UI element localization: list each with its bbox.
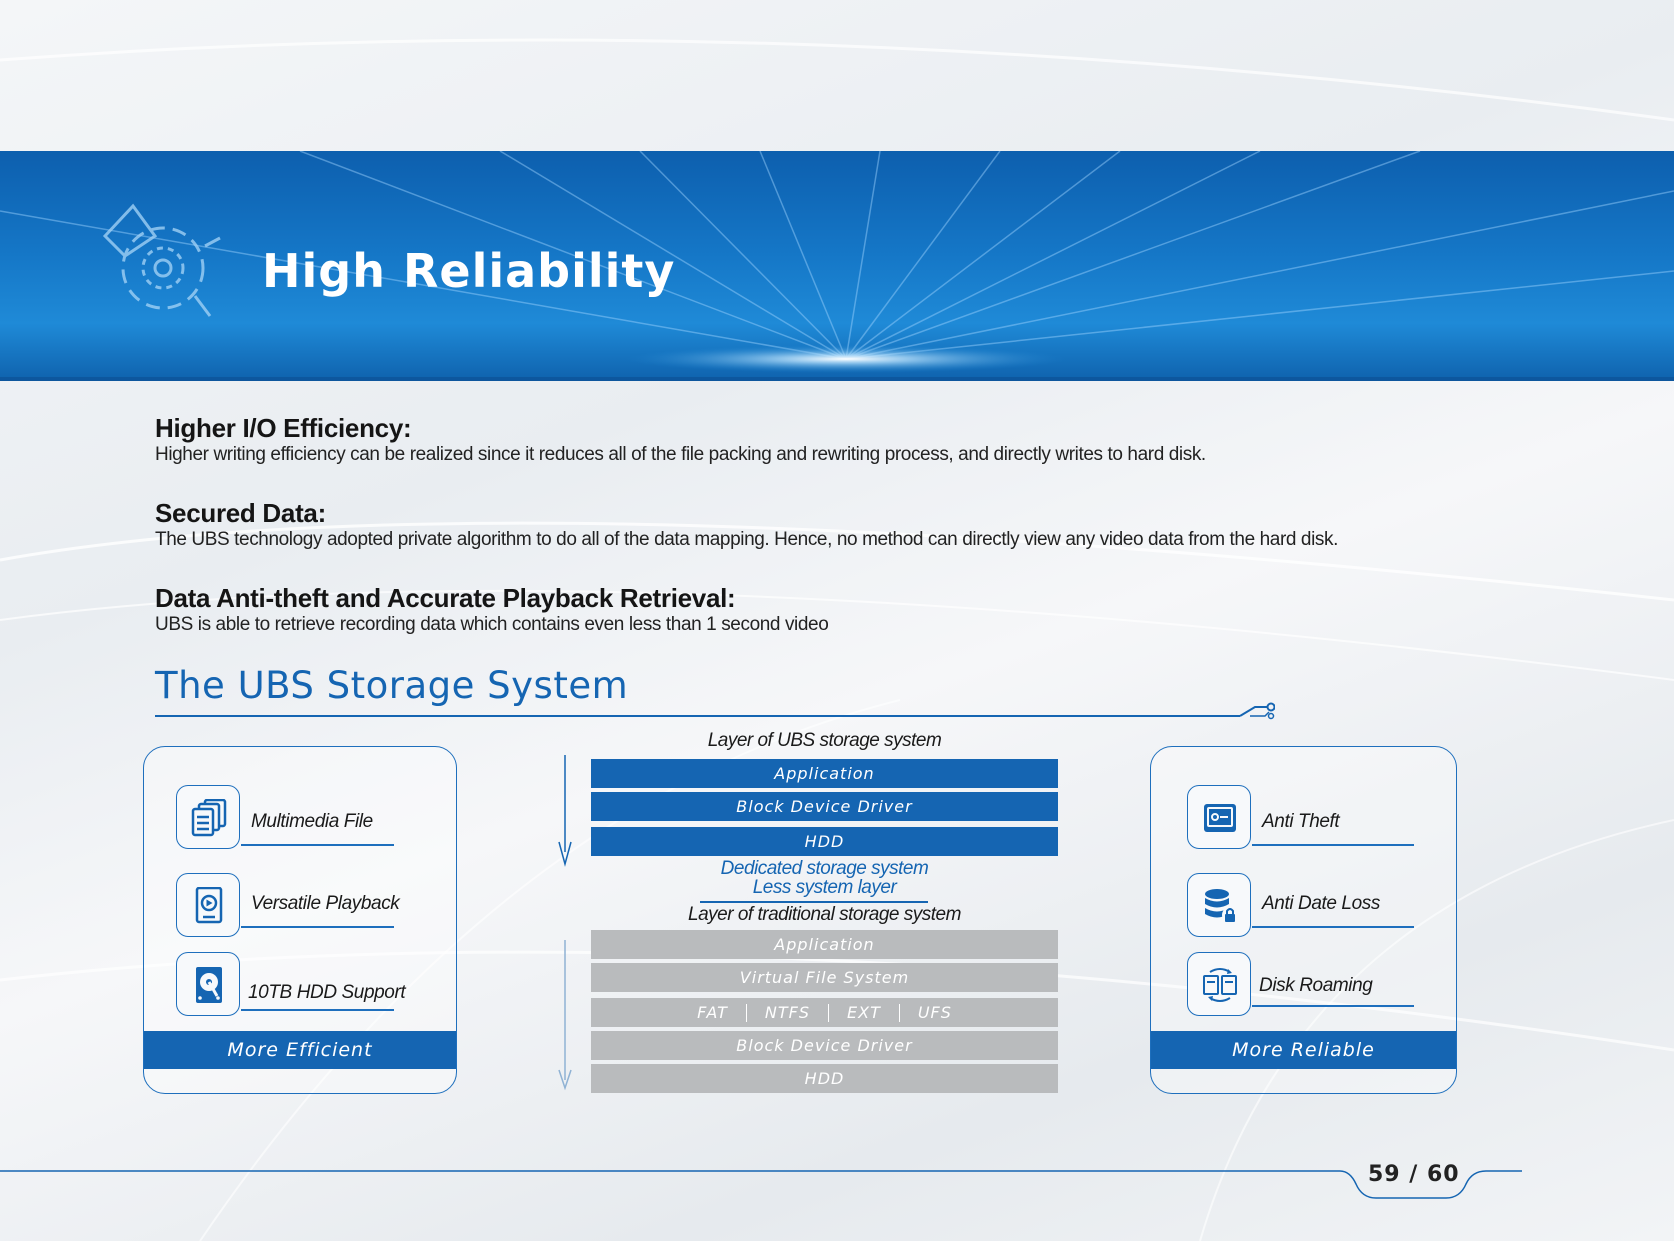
section-body: Higher writing efficiency can be realized since it reduces all of the file packing and rewriting process, and directly writes to hard disk. xyxy=(155,444,1206,465)
feature-underline xyxy=(241,1009,394,1011)
gear-emblem-icon xyxy=(85,196,235,346)
section-io-efficiency xyxy=(155,413,1206,467)
feature-anti-theft xyxy=(1151,785,1456,851)
title-underline xyxy=(155,700,1275,724)
feature-hdd-support xyxy=(144,952,456,1018)
traditional-layer-hdd: HDD xyxy=(591,1064,1058,1093)
feature-underline xyxy=(1252,1005,1414,1007)
fs-type: NTFS xyxy=(746,1004,828,1022)
ubs-section-title: The UBS Storage System xyxy=(155,664,629,707)
section-heading: Secured Data: xyxy=(155,498,326,528)
play-icon xyxy=(191,887,227,925)
panel-footer-reliable: More Reliable xyxy=(1151,1031,1456,1069)
fs-type: UFS xyxy=(899,1004,970,1022)
feature-label: Anti Theft xyxy=(1262,811,1340,832)
section-heading: Higher I/O Efficiency: xyxy=(155,413,412,443)
icon-frame xyxy=(176,785,240,849)
note-line: Less system layer xyxy=(752,877,897,898)
feature-underline xyxy=(241,926,394,928)
stacked-documents-icon xyxy=(191,799,227,837)
section-body: The UBS technology adopted private algorithm to do all of the data mapping. Hence, no method can directly view any video data from the hard disk. xyxy=(155,529,1338,550)
flow-arrows xyxy=(555,752,575,1092)
feature-multimedia-file xyxy=(144,785,456,851)
reliability-panel xyxy=(1150,746,1457,1094)
section-secured-data xyxy=(155,498,1338,552)
traditional-layer-block-device-driver: Block Device Driver xyxy=(591,1031,1058,1060)
ubs-layer-application: Application xyxy=(591,759,1058,788)
icon-frame xyxy=(1187,952,1251,1016)
feature-disk-roaming xyxy=(1151,952,1456,1018)
database-lock-icon xyxy=(1202,887,1240,925)
feature-label: Disk Roaming xyxy=(1259,975,1373,996)
feature-underline xyxy=(1252,926,1414,928)
traditional-layer-virtual-file-system: Virtual File System xyxy=(591,963,1058,992)
feature-label: Multimedia File xyxy=(251,811,373,832)
ubs-layers-caption: Layer of UBS storage system xyxy=(707,730,942,751)
traditional-layer-file-systems xyxy=(591,998,1058,1027)
icon-frame xyxy=(1187,785,1251,849)
feature-anti-data-loss xyxy=(1151,873,1456,939)
icon-frame xyxy=(176,952,240,1016)
efficiency-panel xyxy=(143,746,457,1094)
icon-frame xyxy=(176,873,240,937)
traditional-layers-caption: Layer of traditional storage system xyxy=(688,904,961,925)
section-anti-theft xyxy=(155,583,828,637)
icon-frame xyxy=(1187,873,1251,937)
fs-type: FAT xyxy=(697,1003,728,1022)
disk-sync-icon xyxy=(1202,966,1238,1004)
feature-underline xyxy=(241,844,394,846)
feature-label: 10TB HDD Support xyxy=(248,982,406,1003)
panel-footer-efficient: More Efficient xyxy=(144,1031,456,1069)
banner-title: High Reliability xyxy=(262,244,676,298)
hard-disk-icon xyxy=(191,966,227,1004)
header-banner xyxy=(0,151,1674,381)
section-heading: Data Anti-theft and Accurate Playback Retrieval: xyxy=(155,583,736,613)
traditional-layer-application: Application xyxy=(591,930,1058,959)
note-line: Dedicated storage system xyxy=(720,858,929,879)
banner-light-rays xyxy=(0,151,1674,381)
safe-icon xyxy=(1202,799,1238,837)
ubs-layer-block-device-driver: Block Device Driver xyxy=(591,792,1058,821)
page-number: 59 / 60 xyxy=(1368,1162,1460,1187)
note-underline xyxy=(700,901,928,903)
ubs-layer-hdd: HDD xyxy=(591,827,1058,856)
feature-versatile-playback xyxy=(144,873,456,939)
section-body: UBS is able to retrieve recording data which contains even less than 1 second video xyxy=(155,614,829,635)
feature-label: Anti Date Loss xyxy=(1262,893,1380,914)
feature-underline xyxy=(1252,844,1414,846)
fs-type: EXT xyxy=(828,1004,899,1022)
ubs-note xyxy=(591,859,1058,897)
feature-label: Versatile Playback xyxy=(251,893,400,914)
